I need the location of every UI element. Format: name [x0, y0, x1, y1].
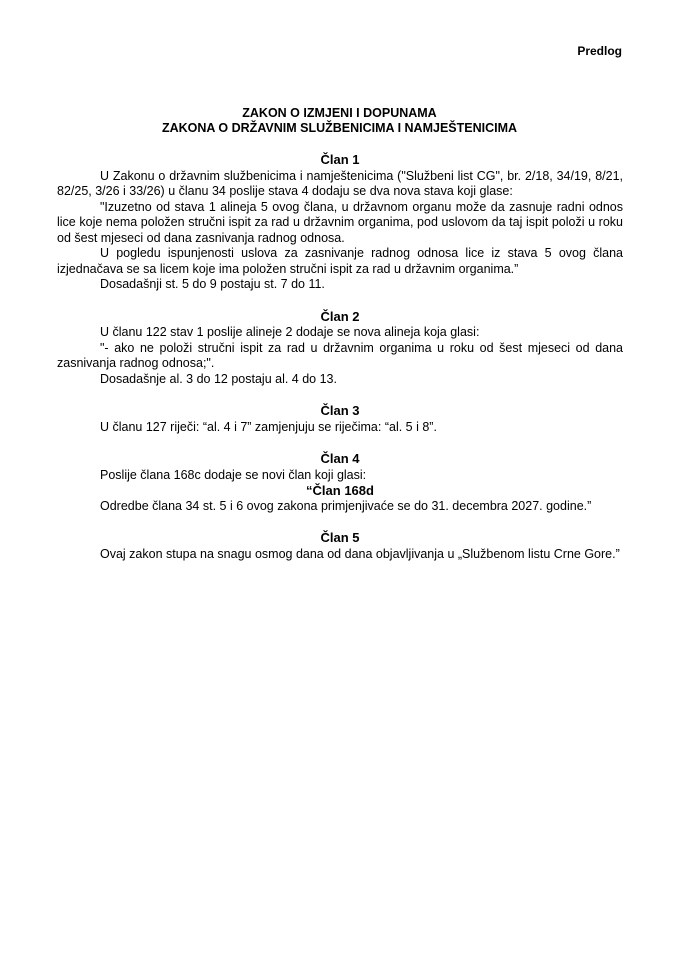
article-paragraph: U članu 127 riječi: “al. 4 i 7” zamjenjuju se riječima: “al. 5 i 8”.	[100, 419, 437, 434]
document-title	[56, 106, 623, 136]
article-heading: Član 5	[320, 530, 360, 545]
article-paragraph: Dosadašnji st. 5 do 9 postaju st. 7 do 11.	[100, 277, 325, 291]
predlog-label: Predlog	[577, 44, 622, 58]
article-2	[57, 309, 623, 388]
article-paragraph: "- ako ne položi stručni ispit za rad u državnim organima u roku od šest mjeseci od dana zasnivanja radnog odnosa;".	[57, 340, 623, 370]
document-body	[57, 152, 623, 562]
article-paragraph: Ovaj zakon stupa na snagu osmog dana od dana objavljivanja u „Službenom listu Crne Gore.”	[100, 546, 620, 561]
article-paragraph: "Izuzetno od stava 1 alineja 5 ovog člana, u državnom organu može da zasnuje radni odnos lice koje nema položen stručni ispit za rad u državnim organima, pod uslovom da taj ispit položi u roku od šest mjeseci od dana zasnivanja radnog odnosa.	[57, 199, 623, 245]
article-heading: Član 4	[320, 451, 360, 466]
article-paragraph: U Zakonu o državnim službenicima i namještenicima ("Službeni list CG", br. 2/18, 34/19, 8/21, 82/25, 3/26 i 33/26) u članu 34 poslije stava 4 dodaju se dva nova stava koji glase:	[57, 168, 623, 198]
article-5	[57, 530, 623, 562]
article-paragraph: Dosadašnje al. 3 do 12 postaju al. 4 do 13.	[100, 371, 337, 386]
title-line-1: ZAKON O IZMJENI I DOPUNAMA	[242, 106, 437, 120]
article-paragraph: Poslije člana 168c dodaje se novi član koji glasi:	[100, 467, 367, 482]
article-heading: Član 3	[320, 403, 360, 418]
article-paragraph: Odredbe člana 34 st. 5 i 6 ovog zakona primjenjivaće se do 31. decembra 2027. godine.”	[100, 498, 592, 513]
article-paragraph: U članu 122 stav 1 poslije alineje 2 dodaje se nova alineja koja glasi:	[100, 325, 480, 339]
article-4	[57, 451, 623, 514]
title-line-2: ZAKONA O DRŽAVNIM SLUŽBENICIMA I NAMJEŠTENICIMA	[161, 121, 518, 135]
article-1	[57, 152, 623, 293]
article-paragraph: U pogledu ispunjenosti uslova za zasnivanje radnog odnosa lice iz stava 5 ovog člana izjednačava se sa licem koje ima položen stručni ispit za rad u državnim organima.”	[57, 246, 623, 276]
article-heading: Član 1	[320, 152, 360, 167]
article-3	[57, 403, 623, 435]
new-article-heading: “Član 168d	[306, 483, 374, 498]
article-heading: Član 2	[320, 308, 360, 324]
